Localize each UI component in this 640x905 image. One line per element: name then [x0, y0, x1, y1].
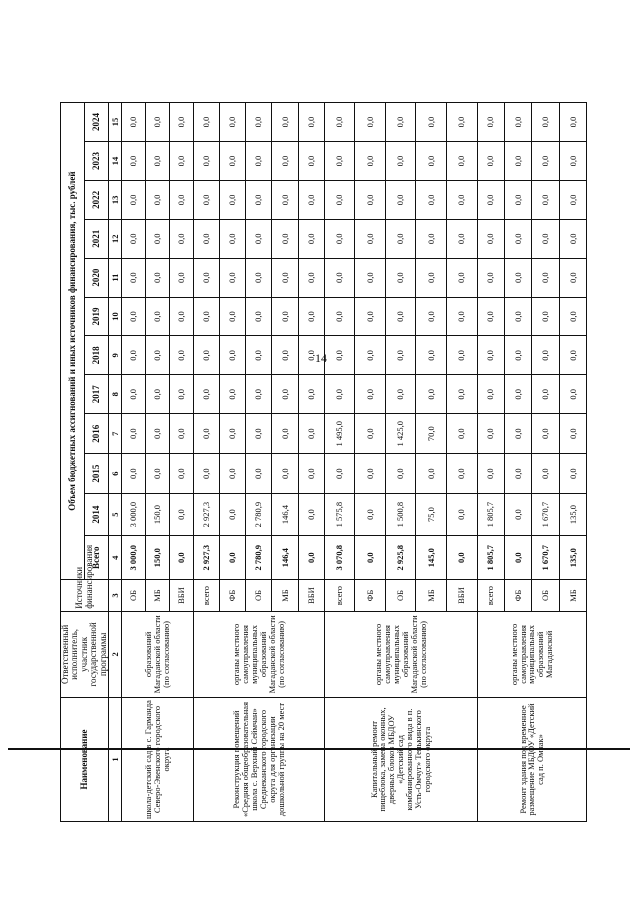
row-value: 0,0 [559, 454, 587, 494]
row-value: 0,0 [220, 375, 246, 414]
row-executor: органы местного самоуправления муниципальных образований Магаданской области (по согласованию) [193, 611, 324, 697]
row-value: 0,0 [447, 297, 478, 336]
row-value: 0,0 [246, 219, 272, 258]
header-volume: Объем бюджетных ассигнований и иных источников финансирования, тыс. рублей [61, 103, 85, 580]
row-value: 1 670,7 [532, 494, 559, 536]
row-value: 0,0 [220, 297, 246, 336]
row-value: 0,0 [298, 414, 324, 454]
row-source: МБ [559, 580, 587, 612]
row-value: 2 780,9 [246, 494, 272, 536]
row-value: 0,0 [504, 494, 531, 536]
row-value: 0,0 [355, 180, 386, 219]
row-value: 2 927,3 [193, 494, 219, 536]
row-value: 0,0 [416, 454, 447, 494]
row-total: 2 927,3 [193, 536, 219, 580]
row-value: 0,0 [246, 375, 272, 414]
row-value: 0,0 [504, 375, 531, 414]
row-value: 0,0 [532, 375, 559, 414]
row-value: 0,0 [220, 142, 246, 181]
row-value: 0,0 [477, 375, 504, 414]
row-value: 0,0 [298, 494, 324, 536]
row-value: 0,0 [385, 142, 416, 181]
row-value: 0,0 [220, 180, 246, 219]
index-row [109, 103, 122, 822]
row-total: 1 805,7 [477, 536, 504, 580]
row-total: 146,4 [272, 536, 298, 580]
row-value: 0,0 [169, 414, 193, 454]
row-value: 0,0 [246, 142, 272, 181]
row-value: 0,0 [559, 375, 587, 414]
index-cell: 8 [109, 375, 122, 414]
row-value: 0,0 [246, 297, 272, 336]
row-value: 0,0 [220, 454, 246, 494]
row-total: 1 670,7 [532, 536, 559, 580]
row-value: 0,0 [298, 219, 324, 258]
row-value: 0,0 [193, 414, 219, 454]
row-value: 0,0 [559, 336, 587, 375]
row-value: 0,0 [477, 258, 504, 297]
row-source: ВБИ [298, 580, 324, 612]
row-value: 0,0 [122, 375, 146, 414]
row-value: 1 425,0 [385, 414, 416, 454]
row-value: 0,0 [169, 297, 193, 336]
rotated-table-page [60, 102, 578, 822]
row-value: 0,0 [355, 414, 386, 454]
row-value: 0,0 [146, 454, 170, 494]
index-cell: 5 [109, 494, 122, 536]
row-value: 0,0 [169, 494, 193, 536]
row-value: 0,0 [385, 336, 416, 375]
index-cell: 15 [109, 103, 122, 142]
row-value: 0,0 [416, 336, 447, 375]
row-value: 0,0 [477, 414, 504, 454]
row-value: 0,0 [532, 219, 559, 258]
row-value: 0,0 [477, 219, 504, 258]
row-value: 0,0 [447, 375, 478, 414]
row-value: 0,0 [272, 142, 298, 181]
page-number: 14 [315, 351, 327, 365]
row-value: 0,0 [532, 454, 559, 494]
index-cell: 11 [109, 258, 122, 297]
row-total: 0,0 [220, 536, 246, 580]
header-year: 2019 [85, 297, 109, 336]
row-value: 0,0 [146, 103, 170, 142]
row-value: 0,0 [355, 103, 386, 142]
row-value: 0,0 [169, 142, 193, 181]
row-value: 0,0 [447, 336, 478, 375]
row-name: школа-детский сад в с. Гарманда Северо-Эвенского городского округа [122, 697, 194, 821]
row-value: 0,0 [146, 142, 170, 181]
row-source: всего [477, 580, 504, 612]
row-value: 0,0 [559, 180, 587, 219]
row-value: 0,0 [385, 258, 416, 297]
row-source: МБ [146, 580, 170, 612]
row-source: ВБИ [447, 580, 478, 612]
index-cell: 3 [109, 580, 122, 612]
row-value: 0,0 [122, 180, 146, 219]
row-value: 0,0 [416, 219, 447, 258]
header-year: 2017 [85, 375, 109, 414]
row-source: ФБ [504, 580, 531, 612]
row-value: 0,0 [272, 336, 298, 375]
row-value: 0,0 [146, 414, 170, 454]
row-value: 0,0 [477, 103, 504, 142]
row-value: 0,0 [385, 454, 416, 494]
row-value: 0,0 [146, 336, 170, 375]
row-value: 0,0 [220, 103, 246, 142]
header-year: 2024 [85, 103, 109, 142]
row-value: 0,0 [504, 103, 531, 142]
row-value: 0,0 [559, 219, 587, 258]
row-value: 0,0 [246, 414, 272, 454]
row-value: 0,0 [532, 336, 559, 375]
row-value: 0,0 [220, 414, 246, 454]
row-total: 145,0 [416, 536, 447, 580]
index-cell: 13 [109, 180, 122, 219]
row-source: ФБ [220, 580, 246, 612]
row-value: 0,0 [447, 258, 478, 297]
row-value: 0,0 [385, 180, 416, 219]
row-value: 0,0 [447, 454, 478, 494]
row-value: 0,0 [146, 297, 170, 336]
index-cell: 10 [109, 297, 122, 336]
header-year: 2021 [85, 219, 109, 258]
row-value: 0,0 [169, 336, 193, 375]
row-value: 0,0 [193, 180, 219, 219]
header-year: 2020 [85, 258, 109, 297]
row-value: 0,0 [146, 375, 170, 414]
row-value: 0,0 [447, 494, 478, 536]
row-value: 0,0 [146, 219, 170, 258]
index-cell: 12 [109, 219, 122, 258]
row-value: 0,0 [193, 103, 219, 142]
row-executor: органы местного самоуправления муниципальных образований Магаданской [477, 611, 587, 697]
row-value: 0,0 [246, 454, 272, 494]
row-value: 0,0 [447, 103, 478, 142]
row-value: 0,0 [416, 375, 447, 414]
row-source: ВБИ [169, 580, 193, 612]
row-value: 0,0 [504, 297, 531, 336]
row-total: 0,0 [447, 536, 478, 580]
row-total: 0,0 [504, 536, 531, 580]
row-value: 0,0 [324, 180, 355, 219]
row-value: 0,0 [272, 454, 298, 494]
index-cell: 9 [109, 336, 122, 375]
row-source: ОБ [532, 580, 559, 612]
row-total: 0,0 [169, 536, 193, 580]
row-value: 0,0 [355, 142, 386, 181]
row-value: 0,0 [324, 219, 355, 258]
row-value: 0,0 [477, 180, 504, 219]
row-value: 0,0 [324, 336, 355, 375]
row-value: 0,0 [169, 454, 193, 494]
row-value: 0,0 [246, 103, 272, 142]
row-value: 0,0 [559, 142, 587, 181]
row-value: 0,0 [298, 375, 324, 414]
row-value: 0,0 [416, 258, 447, 297]
row-source: ОБ [246, 580, 272, 612]
row-value: 0,0 [504, 414, 531, 454]
row-value: 0,0 [272, 258, 298, 297]
row-value: 0,0 [169, 258, 193, 297]
row-name: Реконструкция помещений «Средняя общеобразовательная школа с. Верхний Сеймчан» Среднеканского городского округа для организации дошкольной группы на 20 мест [193, 697, 324, 821]
header-year: 2023 [85, 142, 109, 181]
row-value: 0,0 [193, 454, 219, 494]
row-value: 0,0 [355, 219, 386, 258]
row-value: 0,0 [298, 180, 324, 219]
row-value: 0,0 [477, 454, 504, 494]
row-value: 0,0 [272, 103, 298, 142]
header-name: Наименование [61, 697, 109, 821]
row-value: 0,0 [193, 336, 219, 375]
row-total: 135,0 [559, 536, 587, 580]
header-year: 2018 [85, 336, 109, 375]
row-executor: образований Магаданской области (по согласованию) [122, 611, 194, 697]
row-value: 0,0 [324, 103, 355, 142]
index-cell: 1 [109, 697, 122, 821]
row-name: Капитальный ремонт пищеблока, замена оконных, дверных блоков МБДОУ «Детский сад комбинированного вида в п. Усть-Омчуг» Тенькинского городского округа [324, 697, 477, 821]
header-year: 2015 [85, 454, 109, 494]
row-value: 1 575,8 [324, 494, 355, 536]
row-value: 0,0 [272, 297, 298, 336]
row-value: 0,0 [122, 142, 146, 181]
row-value: 0,0 [355, 336, 386, 375]
header-executor: Ответственный исполнитель, участник государственной программы [61, 611, 109, 697]
row-source: всего [193, 580, 219, 612]
table-body [109, 103, 587, 822]
row-value: 70,0 [416, 414, 447, 454]
row-value: 0,0 [355, 297, 386, 336]
row-total: 3 000,0 [122, 536, 146, 580]
row-value: 0,0 [477, 297, 504, 336]
row-value: 0,0 [298, 142, 324, 181]
header-year: 2022 [85, 180, 109, 219]
row-value: 146,4 [272, 494, 298, 536]
row-value: 0,0 [385, 103, 416, 142]
row-value: 0,0 [532, 414, 559, 454]
row-value: 0,0 [324, 297, 355, 336]
header-year: 2016 [85, 414, 109, 454]
row-value: 0,0 [477, 142, 504, 181]
row-value: 0,0 [220, 219, 246, 258]
row-source: ОБ [385, 580, 416, 612]
row-value: 0,0 [504, 336, 531, 375]
row-value: 0,0 [272, 414, 298, 454]
row-value: 0,0 [169, 375, 193, 414]
row-value: 0,0 [193, 258, 219, 297]
row-value: 0,0 [355, 494, 386, 536]
row-total: 2 925,8 [385, 536, 416, 580]
row-value: 0,0 [532, 258, 559, 297]
row-value: 0,0 [122, 297, 146, 336]
row-value: 1 495,0 [324, 414, 355, 454]
row-total: 150,0 [146, 536, 170, 580]
row-value: 0,0 [559, 297, 587, 336]
row-value: 0,0 [355, 375, 386, 414]
row-value: 1 805,7 [477, 494, 504, 536]
row-value: 0,0 [220, 258, 246, 297]
row-value: 0,0 [298, 454, 324, 494]
row-name: Ремонт здания под временное размещение МБДОУ «Детский сад п. Омчак» [477, 697, 587, 821]
row-value: 0,0 [447, 219, 478, 258]
row-value: 135,0 [559, 494, 587, 536]
row-value: 0,0 [193, 142, 219, 181]
row-value: 0,0 [220, 494, 246, 536]
row-value: 0,0 [385, 375, 416, 414]
row-value: 0,0 [416, 297, 447, 336]
row-value: 0,0 [532, 180, 559, 219]
row-value: 0,0 [220, 336, 246, 375]
row-value: 0,0 [416, 142, 447, 181]
row-value: 0,0 [272, 375, 298, 414]
row-total: 3 070,8 [324, 536, 355, 580]
row-value: 0,0 [559, 258, 587, 297]
row-value: 0,0 [169, 180, 193, 219]
row-value: 0,0 [298, 336, 324, 375]
row-value: 0,0 [246, 258, 272, 297]
row-value: 0,0 [559, 414, 587, 454]
row-value: 150,0 [146, 494, 170, 536]
row-value: 0,0 [324, 375, 355, 414]
row-source: МБ [416, 580, 447, 612]
row-source: ОБ [122, 580, 146, 612]
index-cell: 14 [109, 142, 122, 181]
row-value: 0,0 [385, 297, 416, 336]
table-row [324, 103, 355, 822]
row-value: 0,0 [122, 336, 146, 375]
index-cell: 7 [109, 414, 122, 454]
row-value: 0,0 [532, 142, 559, 181]
row-value: 0,0 [416, 180, 447, 219]
row-value: 0,0 [324, 142, 355, 181]
table-row [193, 103, 219, 822]
header-year: 2014 [85, 494, 109, 536]
row-value: 3 000,0 [122, 494, 146, 536]
row-value: 0,0 [504, 142, 531, 181]
row-value: 0,0 [193, 375, 219, 414]
table-row [122, 103, 146, 822]
row-total: 0,0 [355, 536, 386, 580]
row-value: 0,0 [146, 258, 170, 297]
row-value: 0,0 [193, 297, 219, 336]
row-value: 0,0 [146, 180, 170, 219]
row-value: 0,0 [122, 103, 146, 142]
row-value: 0,0 [122, 454, 146, 494]
row-value: 0,0 [504, 219, 531, 258]
row-value: 0,0 [122, 414, 146, 454]
row-value: 0,0 [504, 454, 531, 494]
row-value: 75,0 [416, 494, 447, 536]
row-value: 0,0 [324, 258, 355, 297]
row-value: 0,0 [122, 219, 146, 258]
row-value: 0,0 [447, 414, 478, 454]
row-value: 0,0 [385, 219, 416, 258]
row-value: 0,0 [298, 103, 324, 142]
row-value: 0,0 [193, 219, 219, 258]
row-value: 0,0 [504, 258, 531, 297]
row-value: 0,0 [532, 297, 559, 336]
row-value: 0,0 [324, 454, 355, 494]
row-value: 0,0 [355, 454, 386, 494]
row-value: 0,0 [169, 219, 193, 258]
row-value: 0,0 [477, 336, 504, 375]
row-value: 0,0 [298, 297, 324, 336]
row-value: 0,0 [246, 336, 272, 375]
row-value: 0,0 [272, 219, 298, 258]
header-total: Всего [85, 536, 109, 580]
row-total: 0,0 [298, 536, 324, 580]
index-cell: 4 [109, 536, 122, 580]
row-value: 0,0 [122, 258, 146, 297]
row-executor: органы местного самоуправления муниципальных образований Магаданской области (по согласованию) [324, 611, 477, 697]
row-value: 0,0 [504, 180, 531, 219]
index-cell: 6 [109, 454, 122, 494]
table-row [477, 103, 504, 822]
row-value: 0,0 [272, 180, 298, 219]
row-source: ФБ [355, 580, 386, 612]
row-source: МБ [272, 580, 298, 612]
row-value: 0,0 [559, 103, 587, 142]
header-source: Источники финансирования [61, 580, 109, 612]
row-value: 0,0 [246, 180, 272, 219]
row-source: всего [324, 580, 355, 612]
row-value: 0,0 [447, 142, 478, 181]
row-total: 2 780,9 [246, 536, 272, 580]
financing-table [60, 102, 587, 822]
row-value: 0,0 [355, 258, 386, 297]
row-value: 0,0 [416, 103, 447, 142]
row-value: 1 500,8 [385, 494, 416, 536]
row-value: 0,0 [169, 103, 193, 142]
row-value: 0,0 [447, 180, 478, 219]
row-value: 0,0 [298, 258, 324, 297]
index-cell: 2 [109, 611, 122, 697]
row-value: 0,0 [532, 103, 559, 142]
